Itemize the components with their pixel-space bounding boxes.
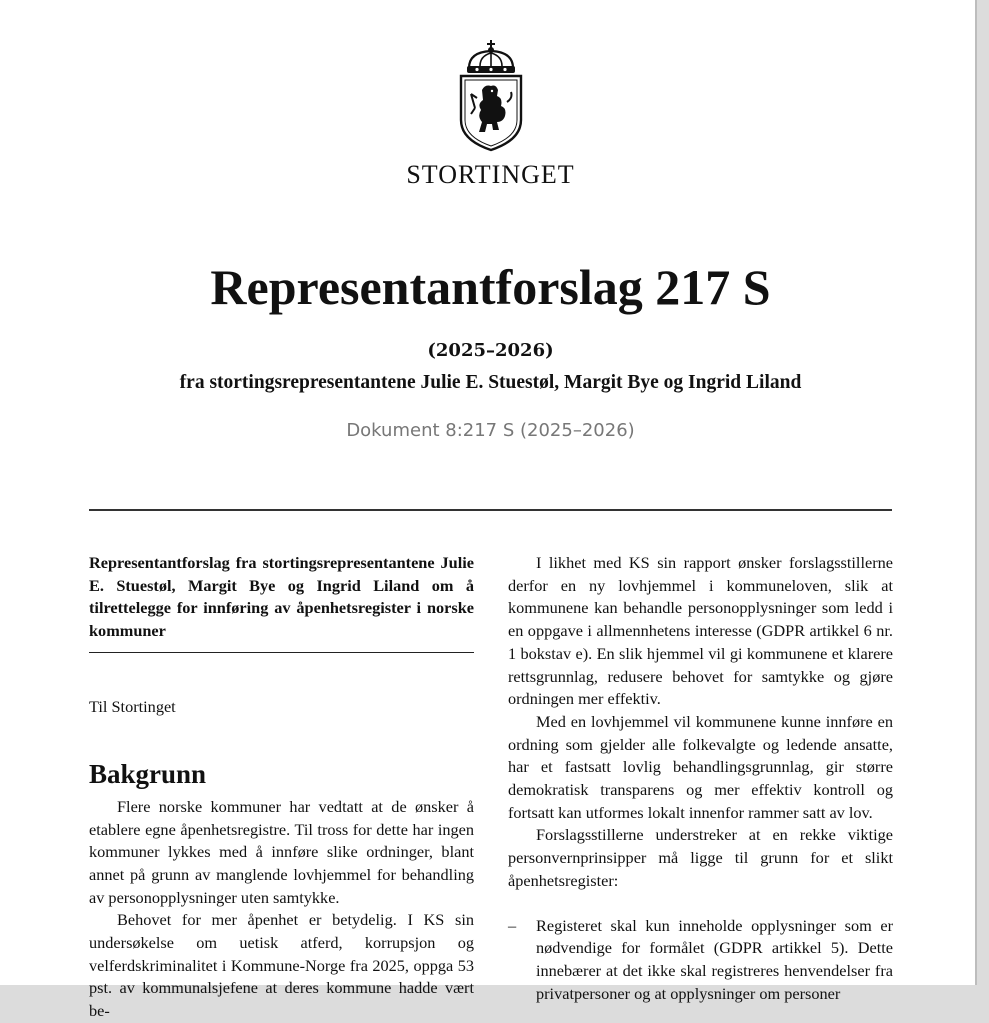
document-title: Representantforslag 217 S [210, 259, 771, 315]
page-edge-shadow [975, 0, 977, 985]
body-paragraph: I likhet med KS sin rapport ønsker forslagsstillerne derfor en ny lovhjemmel i kommuneloven, slik at kommunene kan behandle personopplysninger som ledd i en oppgave i allmennhetens interesse (GDPR artikkel 6 nr. 1 bokstav e). En slik hjemmel vil gi kommunene et klarere rettsgrunnlag, redusere behovet for samtykke og gjøre ordningen mer effektiv. [508, 553, 893, 709]
body-paragraph: Med en lovhjemmel vil kommunene kunne innføre en ordning som gjelder alle folkevalgte og ledende ansatte, har et fastsatt lovlig behandlingsgrunnlag, gir større demokratisk transparens og mer effektiv kontroll og fortsatt kan utformes lokalt innenfor rammer satt av lov. [508, 711, 893, 822]
header-divider [89, 509, 892, 511]
list-item [508, 915, 893, 1006]
document-reference: Dokument 8:217 S (2025–2026) [346, 420, 635, 441]
list-dash: – [508, 915, 517, 935]
organization-name: STORTINGET [406, 160, 575, 189]
section-heading-bakgrunn: Bakgrunn [89, 758, 207, 789]
body-paragraph: Behovet for mer åpenhet er betydelig. I KS sin undersøkelse om uetisk atferd, korrupsjon og velferdskriminalitet i Kommune-Norge fra 2025, oppga 53 pst. av kommunalsjefene at deres kommune hadde vært be- [89, 910, 474, 1021]
body-paragraph: Forslagsstillerne understreker at en rekke viktige personvernprinsipper må ligge til grunn for et slikt åpenhetsregister: [508, 825, 893, 890]
lead-divider [89, 652, 474, 653]
body-paragraph: Flere norske kommuner har vedtatt at de ønsker å etablere egne åpenhetsregistre. Til tross for dette har ingen kommuner lykkes med å innføre slike ordninger, blant annet på grunn av manglende lovhjemmel for behandling av personopplysninger uten samtykke. [89, 796, 474, 907]
stortinget-coat-of-arms-logo [455, 38, 527, 154]
proposal-lead: Representantforslag fra stortingsrepresentantene Julie E. Stuestøl, Margit Bye og Ingrid Liland om å tilrettelegge for innføring av åpenhetsregister i norske kommuner [89, 553, 474, 641]
proposers-line: fra stortingsrepresentantene Julie E. Stuestøl, Margit Bye og Ingrid Liland [179, 372, 802, 393]
right-column [508, 552, 893, 1005]
salutation: Til Stortinget [89, 696, 176, 716]
session-years: (2025–2026) [427, 340, 554, 361]
list-item-text: Registeret skal kun inneholde opplysninger som er nødvendige for formålet (GDPR artikkel 5). Dette innebærer at det ikke skal registreres henvendelser fra privatpersoner og at opplysninger om personer [536, 915, 893, 1003]
left-column [89, 552, 474, 1023]
